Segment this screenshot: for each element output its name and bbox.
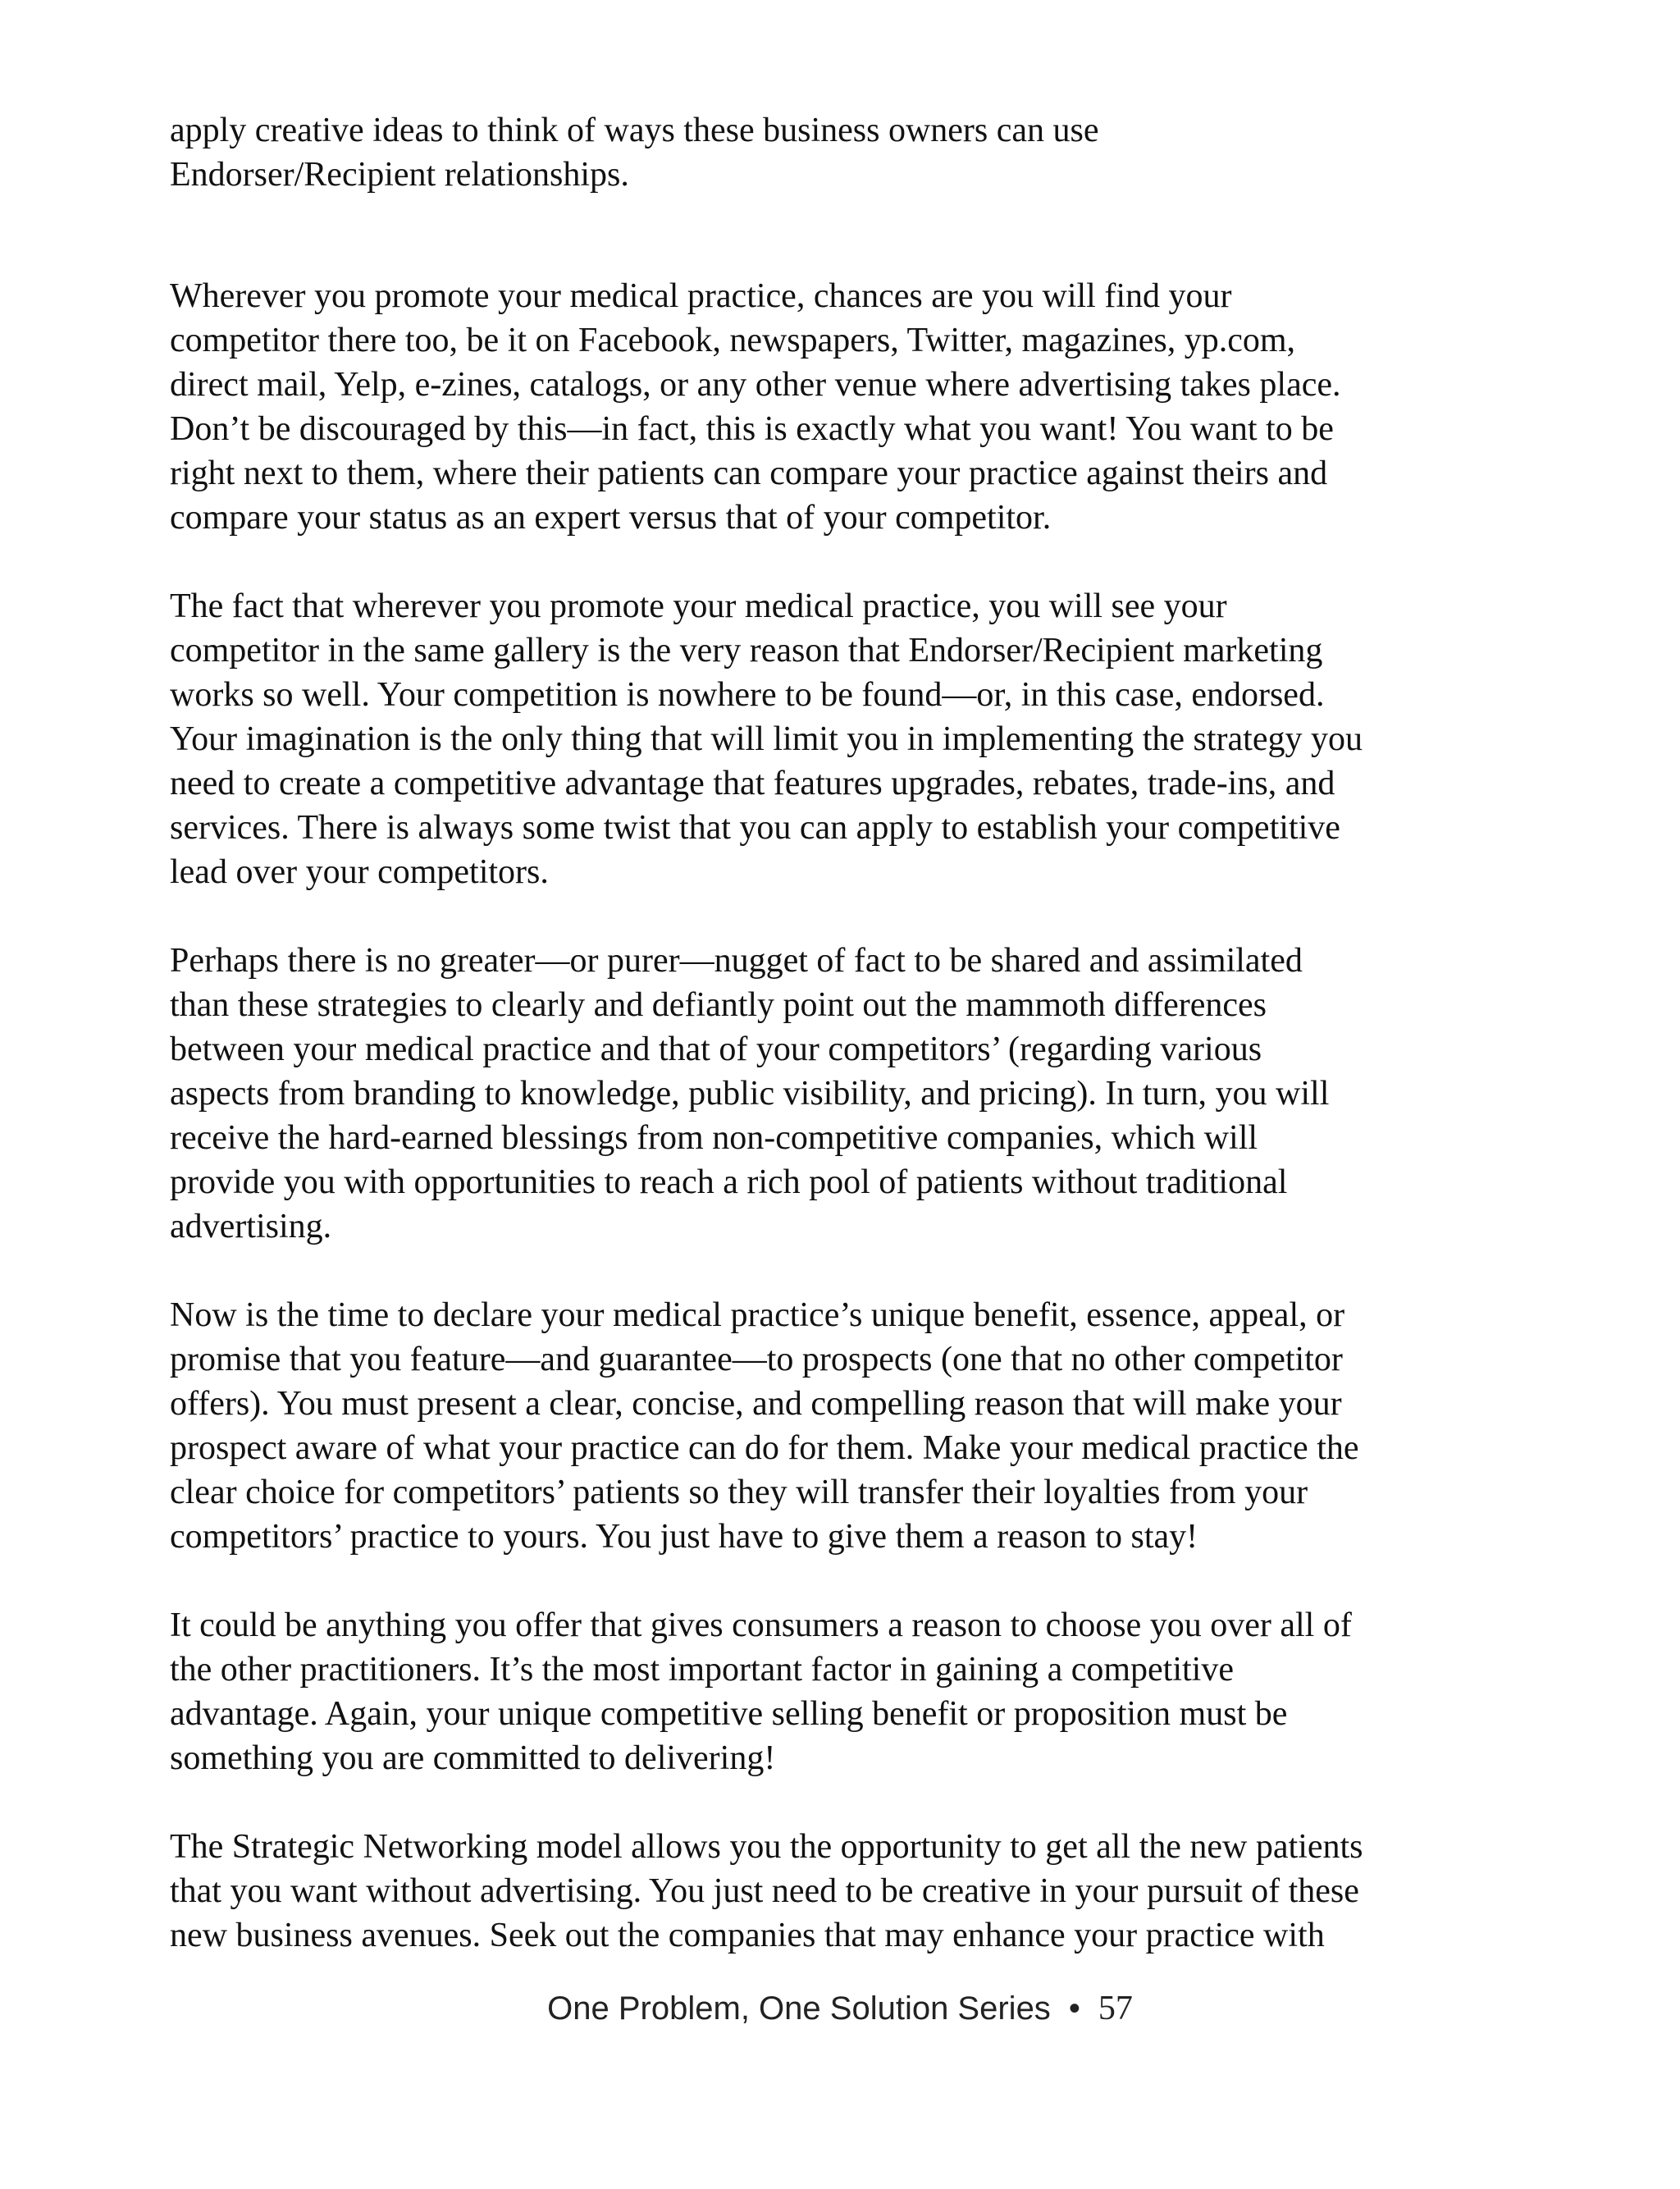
paragraph [170,1603,1581,1780]
text-line: prospect aware of what your practice can do for them. Make your medical practice the [170,1429,1359,1467]
text-line: than these strategies to clearly and defiantly point out the mammoth differences [170,986,1267,1024]
text-line: the other practitioners. It’s the most important factor in gaining a competitive [170,1651,1234,1689]
text-line: need to create a competitive advantage that features upgrades, rebates, trade-ins, and [170,765,1335,802]
text-line: It could be anything you offer that gives consumers a reason to choose you over all of [170,1606,1352,1644]
text-line: advantage. Again, your unique competitive selling benefit or proposition must be [170,1695,1288,1733]
text-line: right next to them, where their patients can compare your practice against theirs and [170,455,1328,492]
text-line: advertising. [170,1208,332,1245]
text-line: apply creative ideas to think of ways these business owners can use [170,112,1099,149]
text-line: Now is the time to declare your medical practice’s unique benefit, essence, appeal, or [170,1296,1345,1334]
text-line: The Strategic Networking model allows you the opportunity to get all the new patients [170,1828,1363,1866]
text-line: direct mail, Yelp, e-zines, catalogs, or any other venue where advertising takes place. [170,366,1341,404]
text-line: aspects from branding to knowledge, public visibility, and pricing). In turn, you will [170,1075,1330,1113]
footer-series-title: One Problem, One Solution Series [547,1990,1051,2027]
body-text [170,108,1581,2002]
text-line: new business avenues. Seek out the companies that may enhance your practice with [170,1917,1325,1954]
text-line: clear choice for competitors’ patients so they will transfer their loyalties from your [170,1474,1308,1511]
page-number: 57 [1098,1990,1133,2027]
text-line: receive the hard-earned blessings from non-competitive companies, which will [170,1119,1258,1157]
paragraph [170,1293,1581,1559]
paragraph [170,1825,1581,1958]
text-line: Your imagination is the only thing that will limit you in implementing the strategy you [170,720,1363,758]
paragraph [170,584,1581,894]
text-line: The fact that wherever you promote your medical practice, you will see your [170,587,1227,625]
paragraph [170,939,1581,1249]
text-line: offers). You must present a clear, concise, and compelling reason that will make your [170,1385,1342,1423]
text-line: provide you with opportunities to reach a rich pool of patients without traditional [170,1163,1288,1201]
text-line: works so well. Your competition is nowhere to be found—or, in this case, endorsed. [170,676,1325,714]
text-line: lead over your competitors. [170,853,549,891]
paragraph [170,108,1581,197]
text-line: that you want without advertising. You just need to be creative in your pursuit of these [170,1872,1359,1910]
text-line: competitor there too, be it on Facebook, newspapers, Twitter, magazines, yp.com, [170,322,1296,359]
footer-separator: • [1068,1990,1080,2027]
page-footer [0,1986,1680,2031]
text-line: between your medical practice and that of your competitors’ (regarding various [170,1031,1262,1068]
text-line: compare your status as an expert versus that of your competitor. [170,499,1052,537]
text-line: Wherever you promote your medical practice, chances are you will find your [170,277,1232,315]
text-line: promise that you feature—and guarantee—to prospects (one that no other competitor [170,1341,1343,1378]
text-line: Endorser/Recipient relationships. [170,156,629,194]
paragraph [170,274,1581,540]
text-line: something you are committed to delivering! [170,1739,776,1777]
text-line: competitors’ practice to yours. You just have to give them a reason to stay! [170,1518,1198,1556]
text-line: services. There is always some twist that you can apply to establish your competitive [170,809,1340,847]
text-line: Perhaps there is no greater—or purer—nugget of fact to be shared and assimilated [170,942,1303,980]
text-line: competitor in the same gallery is the very reason that Endorser/Recipient marketing [170,632,1323,669]
text-line: Don’t be discouraged by this—in fact, this is exactly what you want! You want to be [170,410,1334,448]
